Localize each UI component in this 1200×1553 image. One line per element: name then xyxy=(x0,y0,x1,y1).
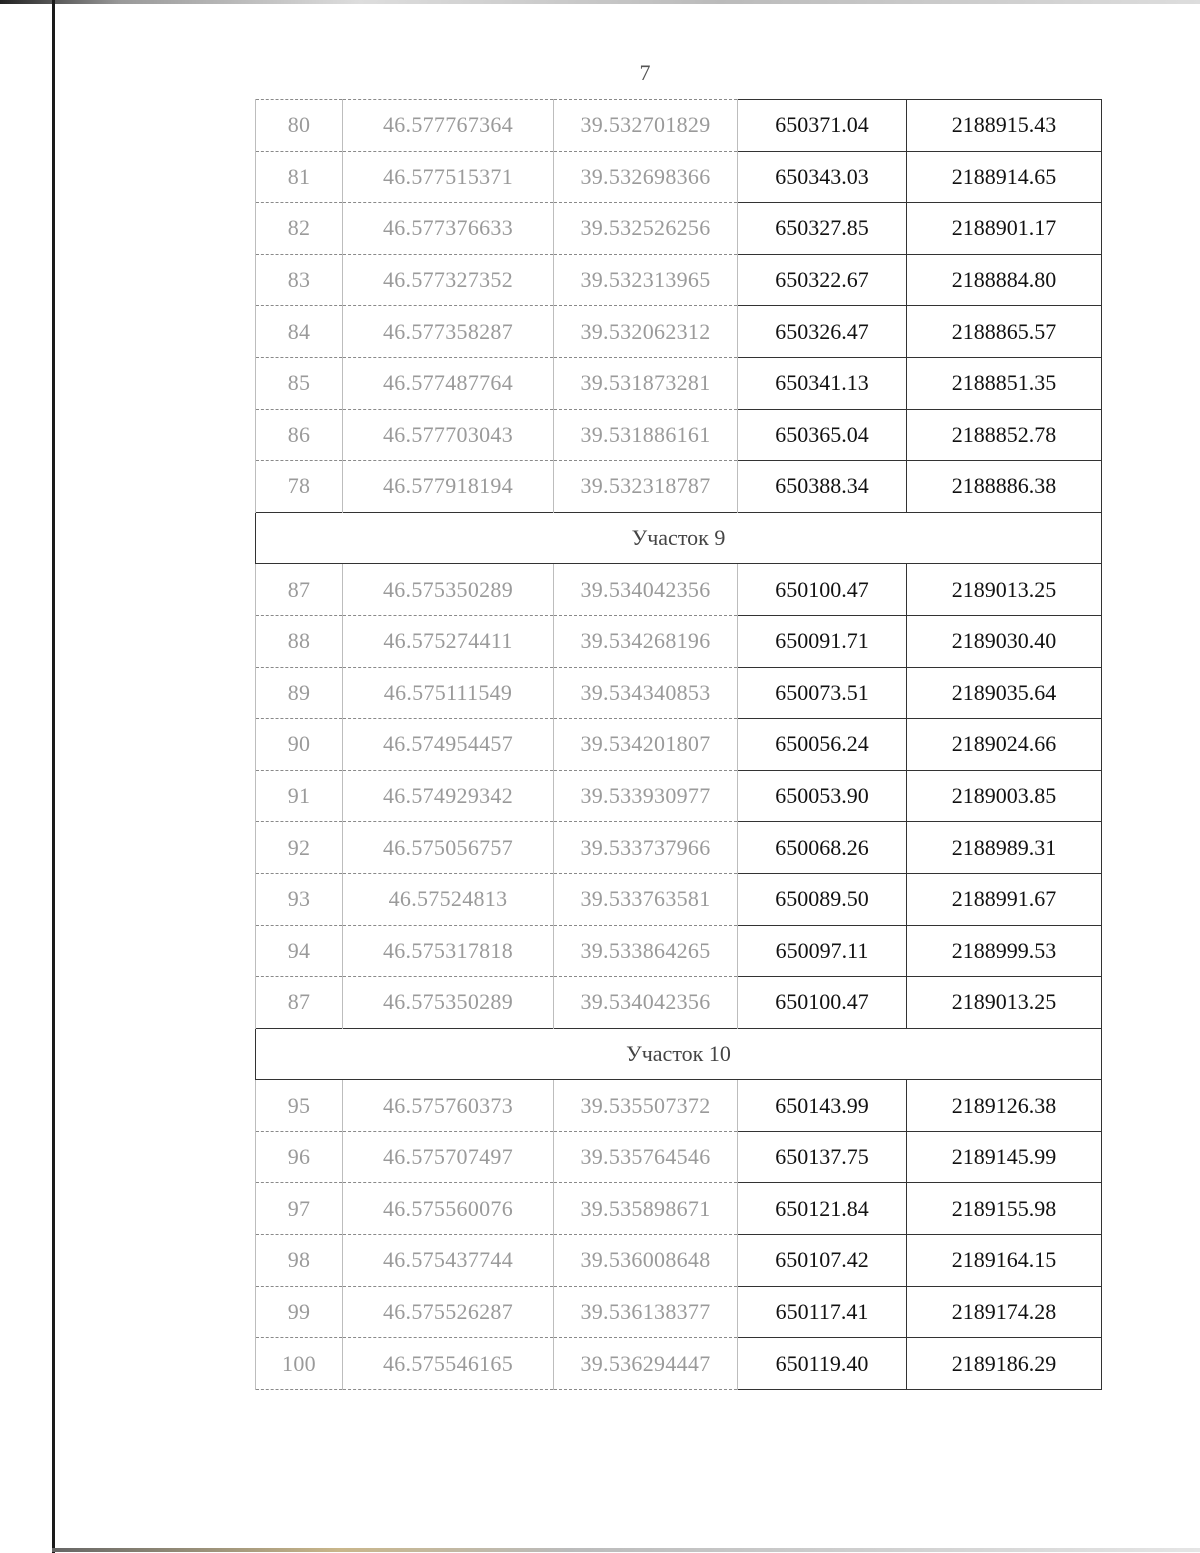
y-coordinate-cell: 2189030.40 xyxy=(907,615,1102,667)
longitude-cell: 39.535764546 xyxy=(554,1131,738,1183)
section-header-row xyxy=(256,512,1102,564)
table-row xyxy=(256,564,1102,616)
point-number-cell: 87 xyxy=(256,977,343,1029)
y-coordinate-cell: 2189013.25 xyxy=(907,977,1102,1029)
x-coordinate-cell: 650343.03 xyxy=(738,151,907,203)
y-coordinate-cell: 2188852.78 xyxy=(907,409,1102,461)
longitude-cell: 39.532062312 xyxy=(554,306,738,358)
latitude-cell: 46.575111549 xyxy=(343,667,554,719)
point-number-cell: 98 xyxy=(256,1235,343,1287)
longitude-cell: 39.532526256 xyxy=(554,203,738,255)
table-row xyxy=(256,925,1102,977)
y-coordinate-cell: 2189126.38 xyxy=(907,1080,1102,1132)
point-number-cell: 99 xyxy=(256,1286,343,1338)
y-coordinate-cell: 2189003.85 xyxy=(907,770,1102,822)
latitude-cell: 46.577376633 xyxy=(343,203,554,255)
x-coordinate-cell: 650091.71 xyxy=(738,615,907,667)
x-coordinate-cell: 650056.24 xyxy=(738,719,907,771)
table-row xyxy=(256,977,1102,1029)
x-coordinate-cell: 650073.51 xyxy=(738,667,907,719)
page-number: 7 xyxy=(639,60,651,85)
latitude-cell: 46.577515371 xyxy=(343,151,554,203)
point-number-cell: 78 xyxy=(256,461,343,513)
point-number-cell: 89 xyxy=(256,667,343,719)
latitude-cell: 46.574929342 xyxy=(343,770,554,822)
table-row xyxy=(256,461,1102,513)
x-coordinate-cell: 650341.13 xyxy=(738,357,907,409)
latitude-cell: 46.575350289 xyxy=(343,977,554,1029)
point-number-cell: 88 xyxy=(256,615,343,667)
y-coordinate-cell: 2188886.38 xyxy=(907,461,1102,513)
point-number-cell: 86 xyxy=(256,409,343,461)
table-row xyxy=(256,719,1102,771)
longitude-cell: 39.533763581 xyxy=(554,873,738,925)
latitude-cell: 46.575546165 xyxy=(343,1338,554,1390)
table-row xyxy=(256,409,1102,461)
y-coordinate-cell: 2188991.67 xyxy=(907,873,1102,925)
y-coordinate-cell: 2188989.31 xyxy=(907,822,1102,874)
x-coordinate-cell: 650097.11 xyxy=(738,925,907,977)
x-coordinate-cell: 650143.99 xyxy=(738,1080,907,1132)
longitude-cell: 39.535898671 xyxy=(554,1183,738,1235)
latitude-cell: 46.577767364 xyxy=(343,100,554,152)
table-row xyxy=(256,873,1102,925)
longitude-cell: 39.531873281 xyxy=(554,357,738,409)
point-number-cell: 85 xyxy=(256,357,343,409)
longitude-cell: 39.532318787 xyxy=(554,461,738,513)
latitude-cell: 46.575274411 xyxy=(343,615,554,667)
table-row xyxy=(256,667,1102,719)
longitude-cell: 39.534340853 xyxy=(554,667,738,719)
longitude-cell: 39.535507372 xyxy=(554,1080,738,1132)
point-number-cell: 84 xyxy=(256,306,343,358)
y-coordinate-cell: 2189164.15 xyxy=(907,1235,1102,1287)
y-coordinate-cell: 2188851.35 xyxy=(907,357,1102,409)
table-row xyxy=(256,254,1102,306)
latitude-cell: 46.57524813 xyxy=(343,873,554,925)
longitude-cell: 39.534042356 xyxy=(554,977,738,1029)
latitude-cell: 46.575526287 xyxy=(343,1286,554,1338)
latitude-cell: 46.577327352 xyxy=(343,254,554,306)
latitude-cell: 46.575056757 xyxy=(343,822,554,874)
latitude-cell: 46.575350289 xyxy=(343,564,554,616)
x-coordinate-cell: 650388.34 xyxy=(738,461,907,513)
longitude-cell: 39.532313965 xyxy=(554,254,738,306)
section-header-row xyxy=(256,1028,1102,1080)
scan-edge-top xyxy=(0,0,1200,4)
x-coordinate-cell: 650322.67 xyxy=(738,254,907,306)
longitude-cell: 39.531886161 xyxy=(554,409,738,461)
x-coordinate-cell: 650326.47 xyxy=(738,306,907,358)
y-coordinate-cell: 2189145.99 xyxy=(907,1131,1102,1183)
x-coordinate-cell: 650053.90 xyxy=(738,770,907,822)
y-coordinate-cell: 2188865.57 xyxy=(907,306,1102,358)
point-number-cell: 97 xyxy=(256,1183,343,1235)
coordinates-table-body xyxy=(256,100,1102,1390)
x-coordinate-cell: 650100.47 xyxy=(738,564,907,616)
point-number-cell: 91 xyxy=(256,770,343,822)
section-title: Участок 9 xyxy=(256,512,1102,564)
x-coordinate-cell: 650119.40 xyxy=(738,1338,907,1390)
point-number-cell: 83 xyxy=(256,254,343,306)
y-coordinate-cell: 2188999.53 xyxy=(907,925,1102,977)
point-number-cell: 96 xyxy=(256,1131,343,1183)
latitude-cell: 46.577918194 xyxy=(343,461,554,513)
latitude-cell: 46.577487764 xyxy=(343,357,554,409)
point-number-cell: 93 xyxy=(256,873,343,925)
x-coordinate-cell: 650107.42 xyxy=(738,1235,907,1287)
table-row xyxy=(256,306,1102,358)
latitude-cell: 46.575437744 xyxy=(343,1235,554,1287)
point-number-cell: 92 xyxy=(256,822,343,874)
y-coordinate-cell: 2189186.29 xyxy=(907,1338,1102,1390)
x-coordinate-cell: 650068.26 xyxy=(738,822,907,874)
longitude-cell: 39.533737966 xyxy=(554,822,738,874)
longitude-cell: 39.534201807 xyxy=(554,719,738,771)
point-number-cell: 95 xyxy=(256,1080,343,1132)
longitude-cell: 39.532701829 xyxy=(554,100,738,152)
latitude-cell: 46.575317818 xyxy=(343,925,554,977)
table-row xyxy=(256,770,1102,822)
table-row xyxy=(256,615,1102,667)
x-coordinate-cell: 650117.41 xyxy=(738,1286,907,1338)
scan-edge-bottom xyxy=(52,1548,1200,1552)
point-number-cell: 90 xyxy=(256,719,343,771)
y-coordinate-cell: 2188884.80 xyxy=(907,254,1102,306)
y-coordinate-cell: 2189155.98 xyxy=(907,1183,1102,1235)
point-number-cell: 87 xyxy=(256,564,343,616)
latitude-cell: 46.577703043 xyxy=(343,409,554,461)
y-coordinate-cell: 2189024.66 xyxy=(907,719,1102,771)
point-number-cell: 100 xyxy=(256,1338,343,1390)
longitude-cell: 39.536138377 xyxy=(554,1286,738,1338)
longitude-cell: 39.533864265 xyxy=(554,925,738,977)
x-coordinate-cell: 650100.47 xyxy=(738,977,907,1029)
table-row xyxy=(256,1183,1102,1235)
x-coordinate-cell: 650137.75 xyxy=(738,1131,907,1183)
point-number-cell: 82 xyxy=(256,203,343,255)
x-coordinate-cell: 650365.04 xyxy=(738,409,907,461)
latitude-cell: 46.574954457 xyxy=(343,719,554,771)
y-coordinate-cell: 2189013.25 xyxy=(907,564,1102,616)
section-title: Участок 10 xyxy=(256,1028,1102,1080)
longitude-cell: 39.533930977 xyxy=(554,770,738,822)
table-row xyxy=(256,357,1102,409)
point-number-cell: 80 xyxy=(256,100,343,152)
scan-edge-left xyxy=(52,0,55,1553)
table-row xyxy=(256,151,1102,203)
latitude-cell: 46.575760373 xyxy=(343,1080,554,1132)
x-coordinate-cell: 650371.04 xyxy=(738,100,907,152)
point-number-cell: 94 xyxy=(256,925,343,977)
table-row xyxy=(256,822,1102,874)
latitude-cell: 46.577358287 xyxy=(343,306,554,358)
latitude-cell: 46.575560076 xyxy=(343,1183,554,1235)
x-coordinate-cell: 650327.85 xyxy=(738,203,907,255)
table-row xyxy=(256,1131,1102,1183)
table-row xyxy=(256,1235,1102,1287)
y-coordinate-cell: 2188901.17 xyxy=(907,203,1102,255)
table-row xyxy=(256,1286,1102,1338)
longitude-cell: 39.534268196 xyxy=(554,615,738,667)
x-coordinate-cell: 650089.50 xyxy=(738,873,907,925)
y-coordinate-cell: 2189035.64 xyxy=(907,667,1102,719)
latitude-cell: 46.575707497 xyxy=(343,1131,554,1183)
x-coordinate-cell: 650121.84 xyxy=(738,1183,907,1235)
longitude-cell: 39.536008648 xyxy=(554,1235,738,1287)
table-row xyxy=(256,203,1102,255)
table-row xyxy=(256,1338,1102,1390)
longitude-cell: 39.536294447 xyxy=(554,1338,738,1390)
table-row xyxy=(256,1080,1102,1132)
longitude-cell: 39.532698366 xyxy=(554,151,738,203)
y-coordinate-cell: 2188915.43 xyxy=(907,100,1102,152)
longitude-cell: 39.534042356 xyxy=(554,564,738,616)
table-row xyxy=(256,100,1102,152)
point-number-cell: 81 xyxy=(256,151,343,203)
y-coordinate-cell: 2188914.65 xyxy=(907,151,1102,203)
coordinates-table xyxy=(255,99,1102,1390)
y-coordinate-cell: 2189174.28 xyxy=(907,1286,1102,1338)
